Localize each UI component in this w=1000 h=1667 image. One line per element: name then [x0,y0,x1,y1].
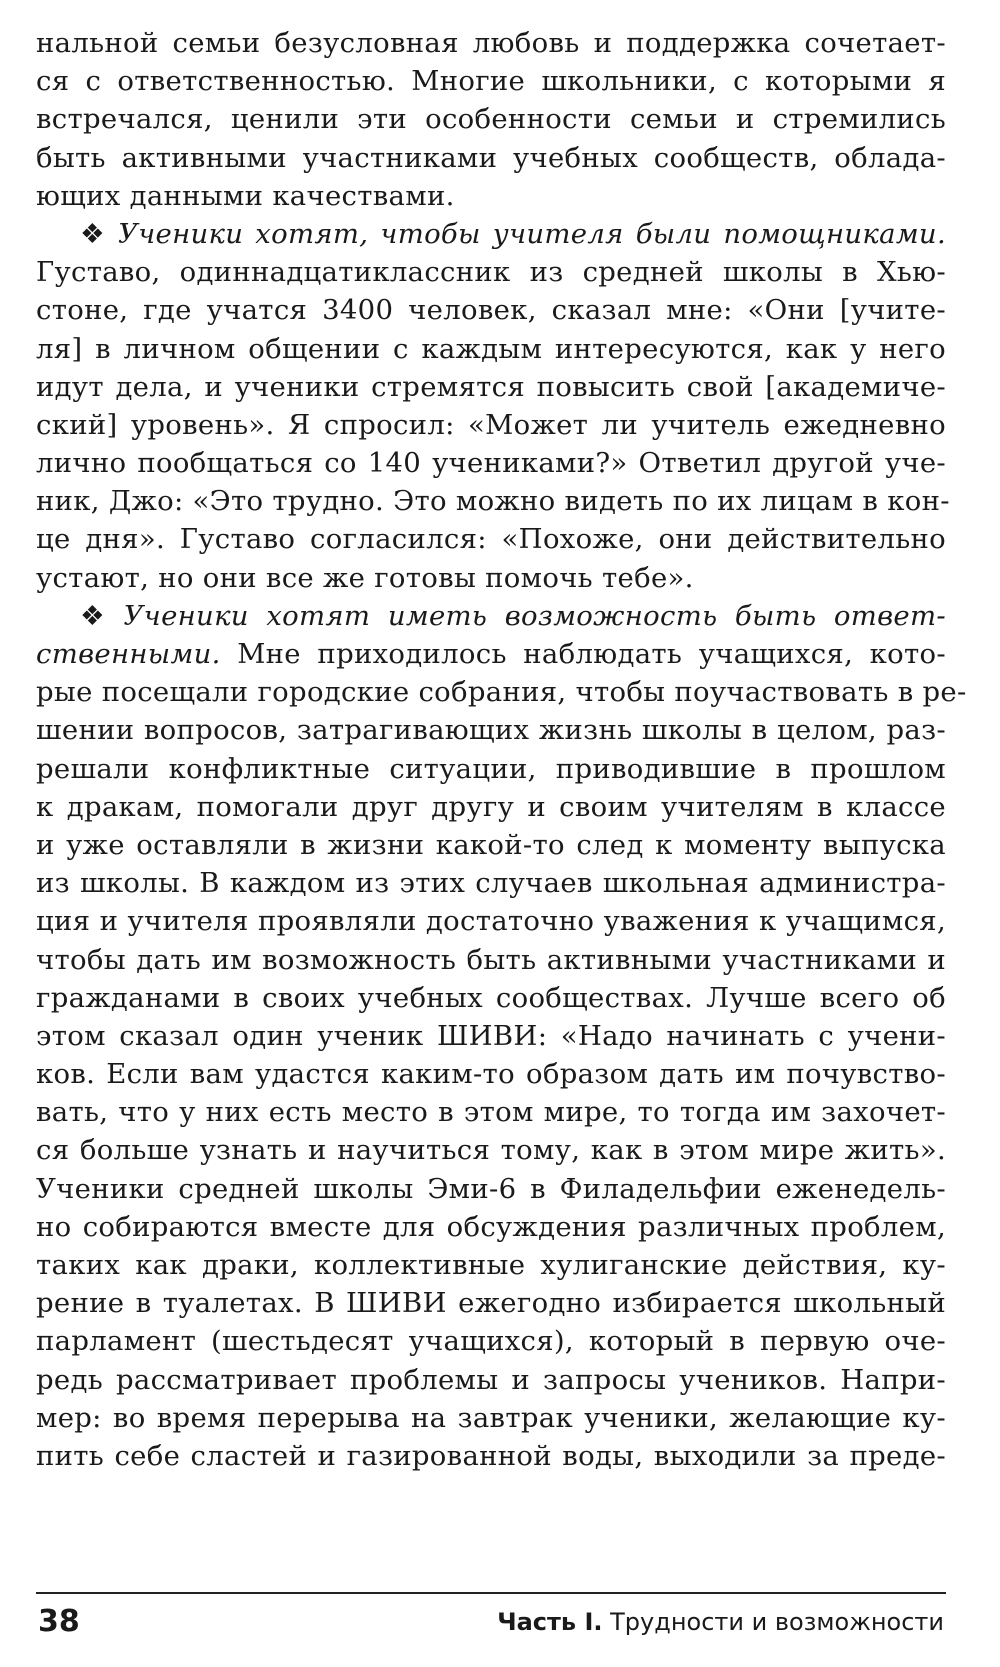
text-line: ция и учителя проявляли достаточно уважения к учащимся, [36,905,946,938]
footer-rule [36,1592,946,1594]
text-line: быть активными участниками учебных сообществ, облада- [36,141,946,174]
text-line: це дня». Густаво согласился: «Похоже, они действительно [36,523,946,556]
text-line [36,635,946,673]
text-line: но собираются вместе для обсуждения различных проблем, [36,1210,946,1243]
bullet-heading-end: ственными. [36,638,221,670]
running-head-part: Часть I. [497,1608,603,1636]
text-line: к дракам, помогали друг другу и своим учителям в классе [36,790,946,823]
text-line: рые посещали городские собрания, чтобы поучаствовать в ре- [36,676,967,709]
text-fragment: Мне приходилось наблюдать учащихся, кото- [220,638,946,670]
bullet-heading: Ученики хотят иметь возможность быть ответ- [123,599,946,632]
text-line: ник, Джо: «Это трудно. Это можно видеть по их лицам в кон- [36,485,950,518]
text-line: таких как драки, коллективные хулиганские действия, ку- [36,1249,946,1281]
text-line: решали конфликтные ситуации, приводившие в прошлом [36,752,946,785]
text-line: этом сказал один ученик ШИВИ: «Надо начинать с учени- [36,1019,946,1052]
text-line: и уже оставляли в жизни какой-то след к моменту выпуска [36,828,946,861]
text-line: ский] уровень». Я спросил: «Может ли учитель ежедневно [36,408,946,441]
text-line: идут дела, и ученики стремятся повысить свой [академиче- [36,370,946,403]
text-line: рение в туалетах. В ШИВИ ежегодно избирается школьный [36,1287,946,1320]
bullet-heading: Ученики хотят, чтобы учителя были помощниками. [117,217,946,250]
text-line: нальной семьи безусловная любовь и поддержка сочетает- [36,27,946,59]
bullet-icon: ❖ [80,599,114,632]
text-line: устают, но они все же готовы помочь тебе». [36,561,694,594]
text-line: пить себе сластей и газированной воды, выходили за преде- [36,1439,946,1472]
text-line: стоне, где учатся 3400 человек, сказал мне: «Они [учите- [36,294,946,327]
text-line: ков. Если вам удастся каким-то образом дать им почувство- [36,1058,946,1091]
running-head-title: Трудности и возможности [602,1608,944,1636]
text-line: гражданами в своих учебных сообществах. Лучше всего об [36,981,946,1014]
text-line: вать, что у них есть место в этом мире, то тогда им захочет- [36,1096,946,1129]
text-line: Ученики средней школы Эми-6 в Филадельфии еженедель- [36,1172,946,1205]
text-line: ся с ответственностью. Многие школьники, с которыми я [36,65,946,98]
text-line: Густаво, одиннадцатиклассник из средней школы в Хью- [36,256,946,289]
text-line: ся больше узнать и научиться тому, как в этом мире жить». [36,1134,946,1167]
text-line: ющих данными качествами. [36,179,455,212]
page-number: 38 [38,1604,80,1639]
text-line: чтобы дать им возможность быть активными участниками и [36,943,946,976]
text-line: из школы. В каждом из этих случаев школьная администра- [36,867,946,900]
text-line: редь рассматривает проблемы и запросы учеников. Напри- [36,1363,946,1396]
text-line: ля] в личном общении с каждым интересуются, как у него [36,332,946,365]
text-line: шении вопросов, затрагивающих жизнь школы в целом, раз- [36,714,946,747]
text-line: лично пообщаться со 140 учениками?» Ответил другой уче- [36,447,946,480]
text-line: встречался, ценили эти особенности семьи и стремились [36,103,946,136]
body-text [36,24,967,1475]
bullet-heading-line [36,215,946,253]
text-line: парламент (шестьдесят учащихся), который в первую оче- [36,1325,946,1358]
bullet-heading-line [36,597,946,635]
bullet-icon: ❖ [80,217,108,250]
text-line: мер: во время перерыва на завтрак ученики, желающие ку- [36,1401,946,1434]
running-head [497,1606,944,1638]
